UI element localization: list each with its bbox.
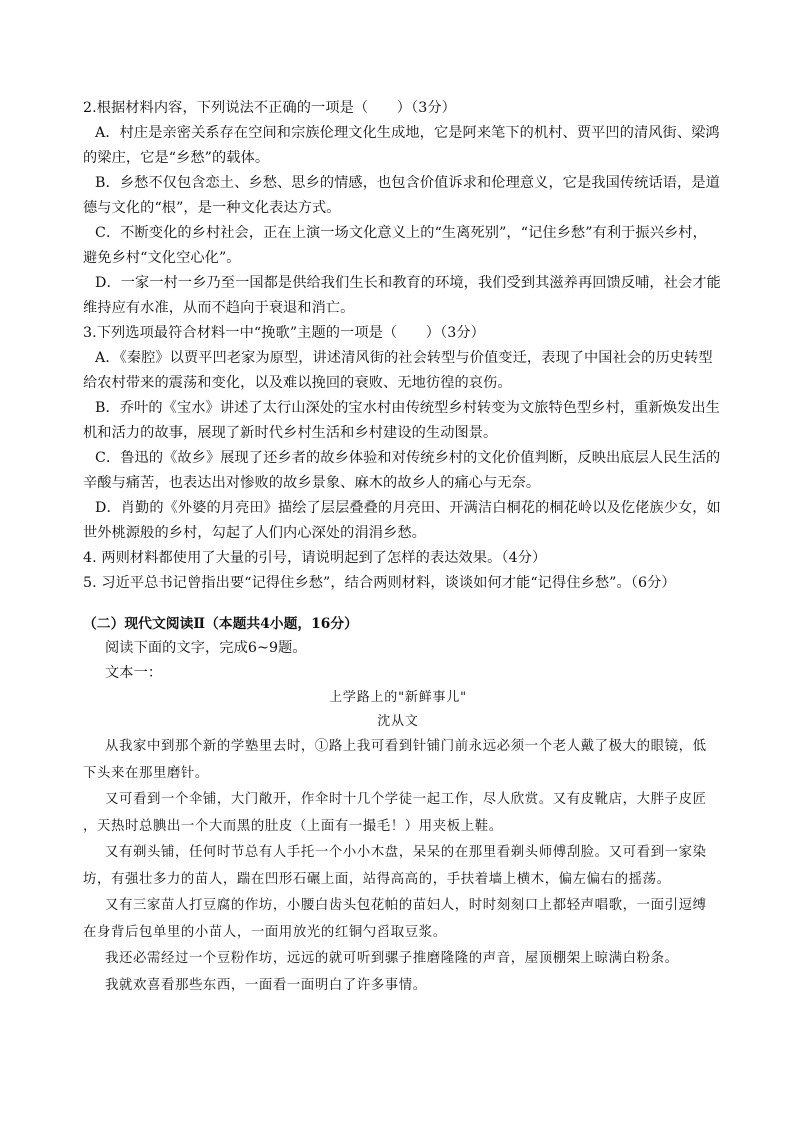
question-5: 5. 习近平总书记曾指出要“记得住乡愁”，结合两则材料，谈谈如何才能“记得住乡愁”。（6分） [83, 575, 676, 591]
question-2-option-d-line1: D．一家一村一乡乃至一国都是供给我们生长和教育的环境，我们受到其滋养再回馈反哺，社会才能 [95, 275, 721, 291]
passage-title: 上学路上的"新鲜事儿" [329, 690, 467, 705]
question-3-option-d-line1: D．肖勤的《外婆的月亮田》描绘了层层叠叠的月亮田、开满洁白桐花的桐花岭以及仡佬族少女，如 [95, 500, 721, 516]
question-2-option-b-line1: B．乡愁不仅包含恋土、乡愁、思乡的情感，也包含价值诉求和伦理意义，它是我国传统话语，是道 [95, 175, 720, 191]
paragraph-5: 我还必需经过一个豆粉作坊，远远的就可听到骡子推磨隆隆的声音，屋顶棚架上晾满白粉条。 [105, 951, 679, 966]
passage-author: 沈从文 [377, 714, 419, 729]
question-4: 4. 两则材料都使用了大量的引号，请说明起到了怎样的表达效果。（4分） [83, 550, 547, 566]
question-2-option-a-line2: 的梁庄，它是“乡愁”的载体。 [83, 150, 270, 166]
question-2-option-a-line1: A．村庄是亲密关系存在空间和宗族伦理文化生成地，它是阿来笔下的机村、贾平凹的清风街、梁鸿 [95, 125, 720, 141]
question-3-option-b-line2: 机和活力的故事，展现了新时代乡村生活和乡村建设的生动图景。 [83, 425, 498, 441]
question-2 [83, 96, 721, 321]
paragraph-4-line2: 在身背后包单里的小苗人，一面用放光的红铜勺舀取豆浆。 [83, 924, 447, 940]
question-3-option-c-line2: 辛酸与痛苦，也表达出对惨败的故乡景象、麻木的故乡人的痛心与无奈。 [83, 475, 541, 491]
passage-body [83, 734, 713, 999]
exam-page [83, 96, 721, 999]
question-2-option-c-line1: C．不断变化的乡村社会，正在上演一场文化意义上的“生离死别”，“记住乡愁”有利于振兴乡村， [95, 225, 707, 241]
section-2-text-label: 文本一： [105, 665, 163, 681]
paragraph-1-line2: 下头来在那里磨针。 [83, 765, 209, 781]
section-2-heading: （二）现代文阅读Ⅱ（本题共4小题，16分） [83, 616, 358, 632]
section-gap [83, 596, 713, 612]
question-2-option-b-line2: 德与文化的“根”，是一种文化表达方式。 [83, 200, 341, 216]
question-3-option-c-line1: C．鲁迅的《故乡》展现了还乡者的故乡体验和对传统乡村的文化价值判断，反映出底层人民生活的 [95, 450, 721, 466]
question-3-option-a-line1: A．《秦腔》以贾平凹老家为原型，讲述清风街的社会转型与价值变迁，表现了中国社会的历史转型 [95, 350, 713, 366]
question-3 [83, 321, 721, 546]
question-2-option-c-line2: 避免乡村“文化空心化”。 [83, 250, 241, 266]
question-3-stem: 3.下列选项最符合材料一中“挽歌”主题的一项是（ ）（3分） [83, 325, 485, 341]
question-2-stem: 2.根据材料内容，下列说法不正确的一项是（ ）（3分） [83, 100, 456, 116]
paragraph-3-line2: 坊，有强壮多力的苗人，踹在凹形石碾上面，站得高高的，手扶着墙上横木，偏左偏右的摇荡。 [83, 871, 671, 887]
section-2-instruction: 阅读下面的文字，完成6~9题。 [105, 640, 307, 656]
question-3-option-b-line1: B．乔叶的《宝水》讲述了太行山深处的宝水村由传统型乡村转变为文旅特色型乡村，重新焕发出生 [95, 400, 720, 416]
question-3-option-d-line2: 世外桃源般的乡村，勾起了人们内心深处的涓涓乡愁。 [83, 525, 426, 541]
paragraph-4-line1: 又有三家苗人打豆腐的作坊，小腰白齿头包花帕的苗妇人，时时刻刻口上都轻声唱歌，一面引逗缚 [105, 898, 707, 913]
paragraph-3-line1: 又有剃头铺，任何时节总有人手托一个小小木盘，呆呆的在那里看剃头师傅刮脸。又可看到一家染 [105, 845, 707, 860]
question-2-option-d-line2: 维持应有水准，从而不趋向于衰退和消亡。 [83, 300, 355, 316]
paragraph-2-line2: ，天热时总腆出一个大而黑的肚皮（上面有一撮毛！）用夹板上鞋。 [83, 818, 503, 834]
question-3-option-a-line2: 给农村带来的震荡和变化，以及难以挽回的衰败、无地彷徨的哀伤。 [83, 375, 512, 391]
paragraph-1-line1: 从我家中到那个新的学塾里去时，①路上我可看到针铺门前永远必须一个老人戴了极大的眼镜，低 [105, 739, 707, 754]
paragraph-2-line1: 又可看到一个伞铺，大门敞开，作伞时十几个学徒一起工作，尽人欣赏。又有皮靴店，大胖子皮匠 [105, 792, 707, 807]
paragraph-6: 我就欢喜看那些东西，一面看一面明白了许多事情。 [105, 977, 427, 993]
